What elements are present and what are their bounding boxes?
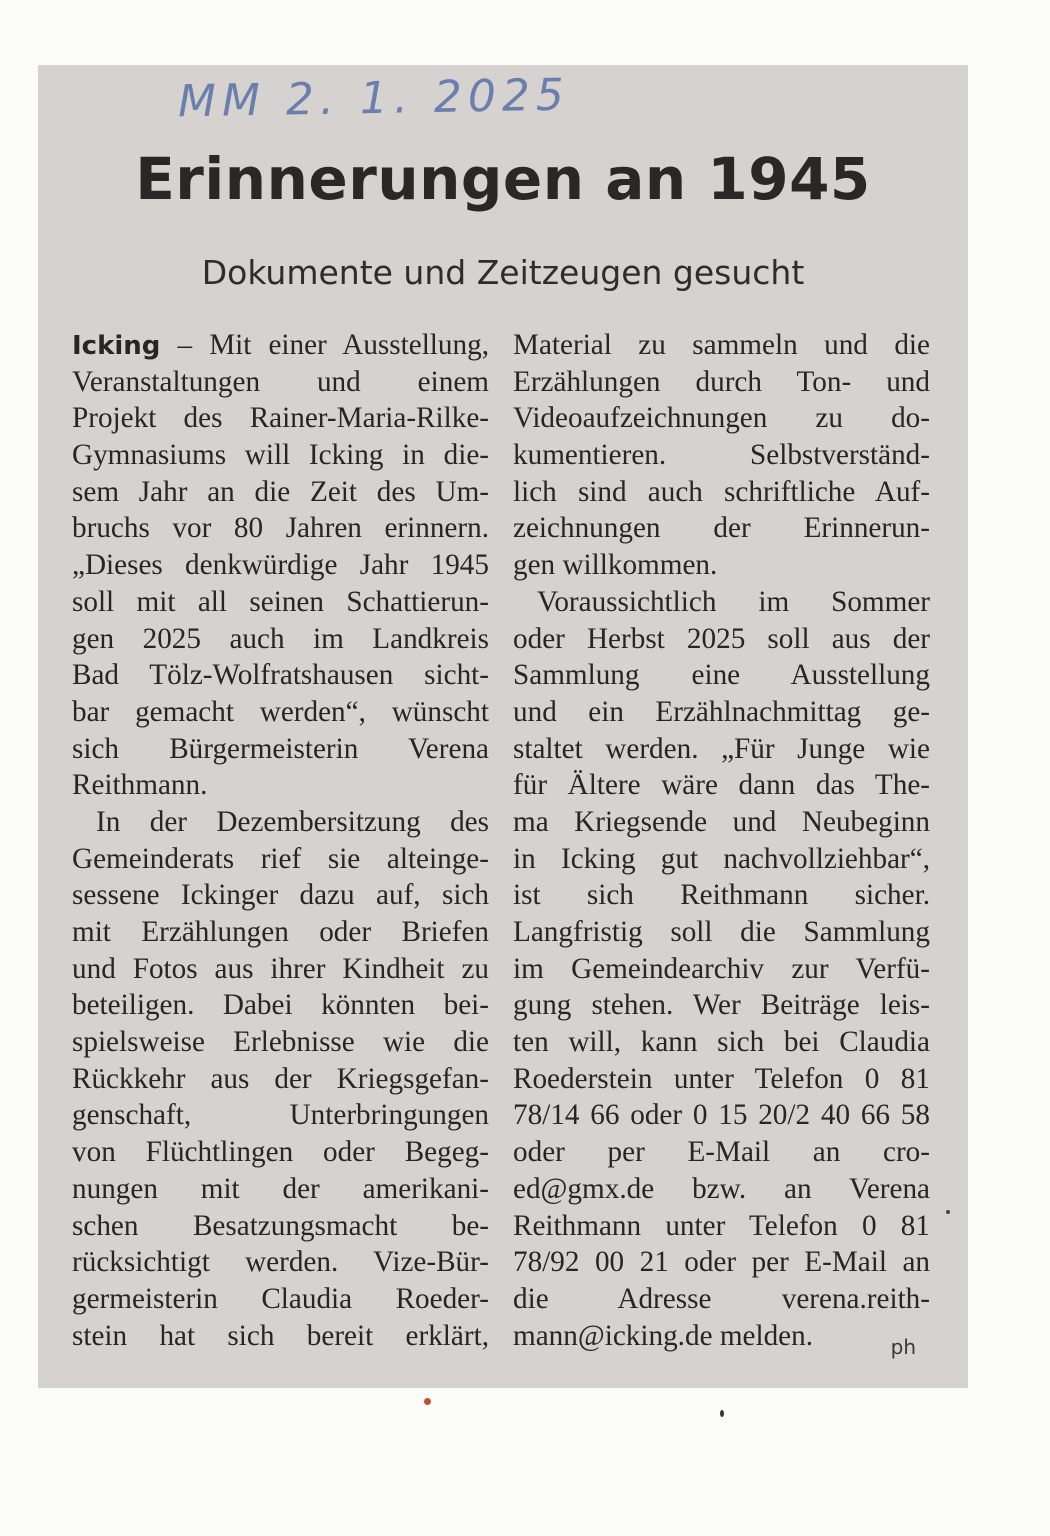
text-line: rücksichtigt werden. Vize-Bür- <box>72 1246 489 1279</box>
text-line: bruchs vor 80 Jahren erinnern. <box>72 512 489 545</box>
text-line: lich sind auch schriftliche Auf- <box>513 475 930 508</box>
scan-speck <box>424 1398 431 1405</box>
text-line: nungen mit der amerikani- <box>72 1172 489 1205</box>
text-line: Langfristig soll die Sammlung <box>513 916 930 948</box>
text-line: bar gemacht werden“, wünscht <box>72 695 489 728</box>
text-line: schen Besatzungsmacht be- <box>72 1209 489 1242</box>
text-line: gen willkommen. <box>513 549 718 582</box>
text-line: Sammlung eine Ausstellung <box>513 659 930 692</box>
text-line: mann@icking.de melden. <box>513 1319 814 1352</box>
text-line: Icking – Mit einer Ausstellung, <box>72 329 489 361</box>
text-line: gen 2025 auch im Landkreis <box>72 622 489 655</box>
text-line: „Dieses denkwürdige Jahr 1945 <box>72 549 489 582</box>
text-line: 78/92 00 21 oder per E-Mail an <box>513 1246 930 1279</box>
text-line: Rückkehr aus der Kriegsgefan- <box>72 1062 489 1095</box>
scan-speck <box>946 1210 950 1214</box>
text-line: genschaft, Unterbringungen <box>72 1099 489 1132</box>
text-line: in Icking gut nachvollziehbar“, <box>513 842 930 875</box>
author-byline: ph <box>890 1335 916 1359</box>
text-line: ma Kriegsende und Neubeginn <box>513 805 930 838</box>
text-line: sich Bürgermeisterin Verena <box>72 732 489 765</box>
text-line: Veranstaltungen und einem <box>72 365 489 398</box>
text-line: Voraussichtlich im Sommer <box>537 585 930 618</box>
text-line: zeichnungen der Erinnerun- <box>513 512 930 545</box>
text-line: Material zu sammeln und die <box>513 329 930 361</box>
text-line: von Flüchtlingen oder Begeg- <box>72 1136 489 1169</box>
text-line: Reithmann. <box>72 769 208 802</box>
text-line: In der Dezembersitzung des <box>96 805 489 838</box>
article-headline: Erinnerungen an 1945 <box>135 145 871 213</box>
text-line: kumentieren. Selbstverständ- <box>513 439 930 472</box>
text-line: und Fotos aus ihrer Kindheit zu <box>72 952 489 985</box>
text-line: stein hat sich bereit erklärt, <box>72 1319 489 1352</box>
text-line: im Gemeindearchiv zur Verfü- <box>513 952 930 985</box>
text-line: oder per E-Mail an cro- <box>513 1136 930 1169</box>
text-line: Gemeinderats rief sie alteinge- <box>72 842 489 875</box>
text-line: staltet werden. „Für Junge wie <box>513 732 930 765</box>
text-line: Projekt des Rainer-Maria-Rilke- <box>72 402 489 435</box>
text-line: beteiligen. Dabei könnten bei- <box>72 989 489 1022</box>
text-line: Reithmann unter Telefon 0 81 <box>513 1209 930 1242</box>
text-line: Roederstein unter Telefon 0 81 <box>513 1062 930 1095</box>
article-dateline: Icking <box>72 331 161 361</box>
newspaper-clipping <box>38 65 968 1388</box>
text-line: mit Erzählungen oder Briefen <box>72 916 489 948</box>
text-line: ist sich Reithmann sicher. <box>513 879 930 912</box>
text-line: spielsweise Erlebnisse wie die <box>72 1026 489 1059</box>
text-line: sem Jahr an die Zeit des Um- <box>72 475 489 508</box>
text-line: gung stehen. Wer Beiträge leis- <box>513 989 930 1022</box>
text-line: für Ältere wäre dann das The- <box>513 769 930 802</box>
text-line: ed@gmx.de bzw. an Verena <box>513 1172 930 1205</box>
text-line: die Adresse verena.reith- <box>513 1282 930 1315</box>
text-line: germeisterin Claudia Roeder- <box>72 1282 489 1315</box>
text-line: Erzählungen durch Ton- und <box>513 365 930 398</box>
text-line: sessene Ickinger dazu auf, sich <box>72 879 489 912</box>
article-column-right <box>513 327 930 1354</box>
article-column-left <box>72 327 489 1354</box>
text-line: soll mit all seinen Schattierun- <box>72 585 489 618</box>
handwritten-date-note: MM 2. 1. 2025 <box>177 69 571 128</box>
text-line: Bad Tölz-Wolfratshausen sicht- <box>72 659 489 692</box>
text-line: 78/14 66 oder 0 15 20/2 40 66 58 <box>513 1099 930 1132</box>
text-line: und ein Erzählnachmittag ge- <box>513 695 930 728</box>
text-line: oder Herbst 2025 soll aus der <box>513 622 930 655</box>
article-subheadline: Dokumente und Zeitzeugen gesucht <box>201 253 805 292</box>
text-line: Gymnasiums will Icking in die- <box>72 439 489 472</box>
text-line: ten will, kann sich bei Claudia <box>513 1026 930 1059</box>
text-line: Videoaufzeichnungen zu do- <box>513 402 930 435</box>
scan-speck <box>720 1410 724 1417</box>
